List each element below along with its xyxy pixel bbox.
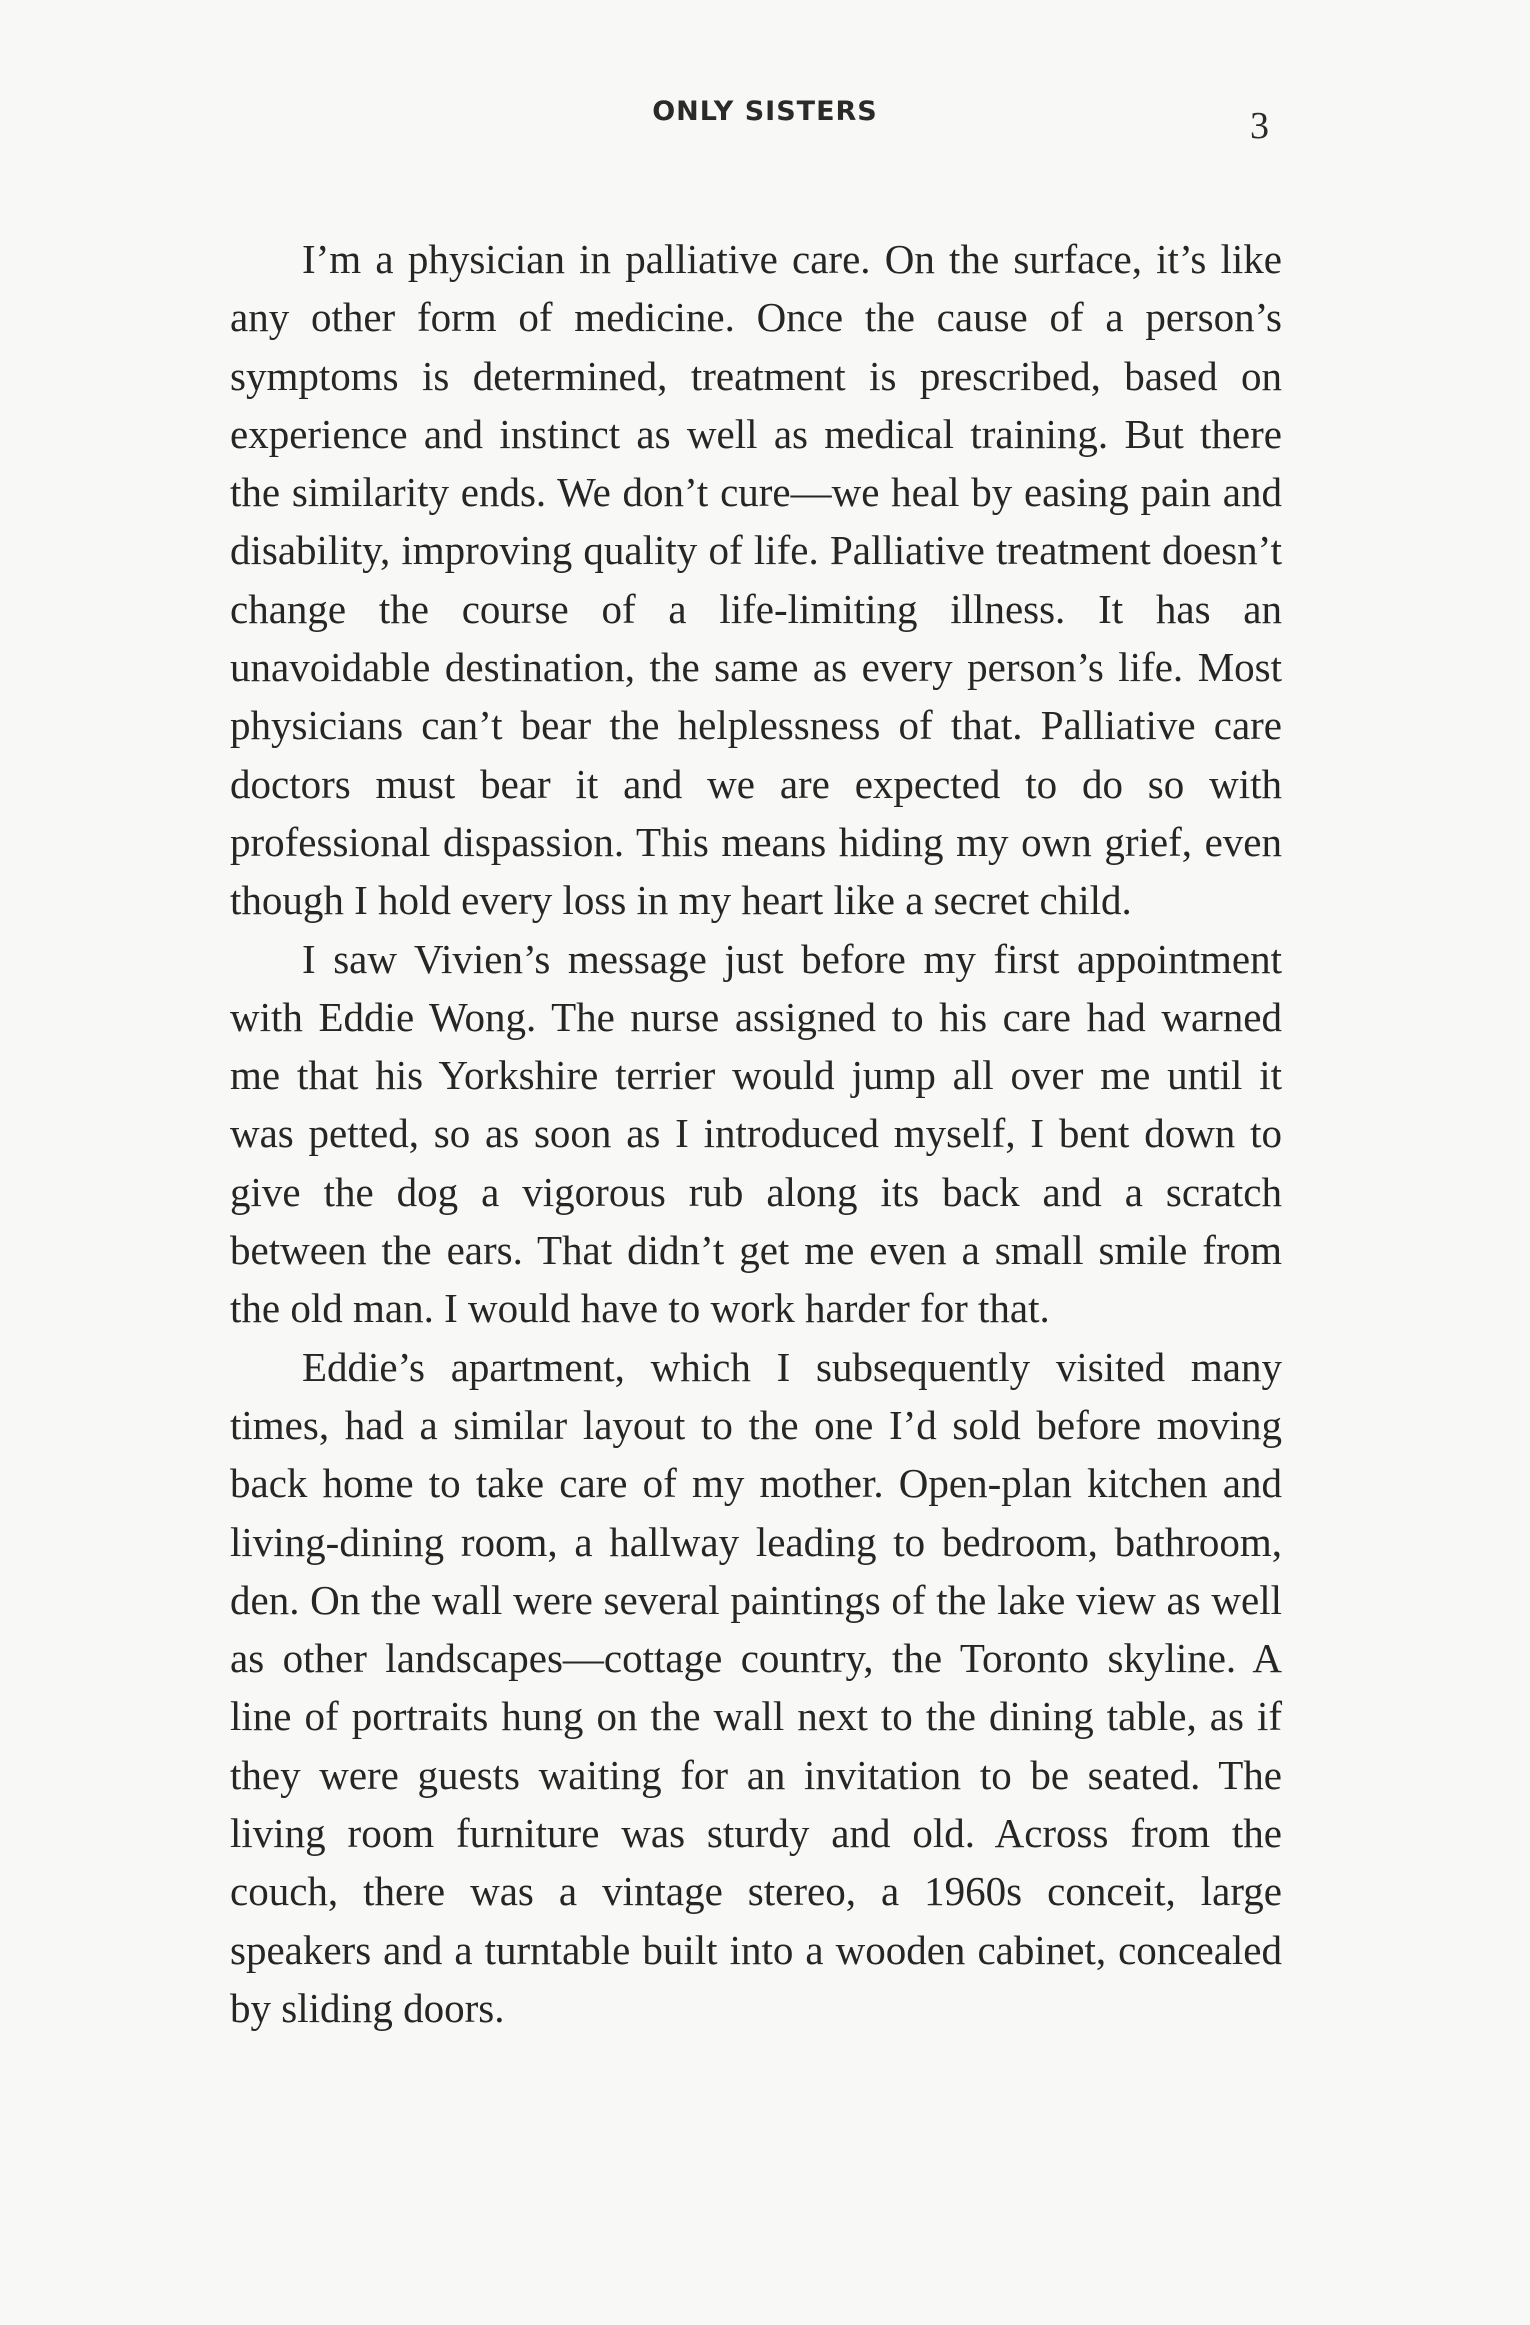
paragraph: I saw Vivien’s message just before my first appointment with Eddie Wong. The nurse assigned to his care had warned me that his Yorkshire terrier would jump all over me until it was petted, so as soon as I introduced myself, I bent down to give the dog a vigorous rub along its back and a scratch between the ears. That didn’t get me even a small smile from the old man. I would have to work harder for that. xyxy=(230,935,1282,1332)
paragraph: Eddie’s apartment, which I subsequently visited many times, had a similar layout to the one I’d sold before moving back home to take care of my mother. Open-plan kitchen and living-dining room, a hallway leading to bedroom, bathroom, den. On the wall were several paintings of the lake view as well as other landscapes—cottage country, the Toronto skyline. A line of portraits hung on the wall next to the dining table, as if they were guests waiting for an invitation to be seated. The living room furniture was sturdy and old. Across from the couch, there was a vintage stereo, a 1960s conceit, large speakers and a turntable built into a wooden cabinet, concealed by sliding doors. xyxy=(230,1343,1282,2031)
running-title: ONLY SISTERS xyxy=(652,96,878,127)
paragraph: I’m a physician in palliative care. On the surface, it’s like any other form of medicine. Once the cause of a person’s symptoms is determined, treatment is prescribed, based on experience and instinct as well as medical training. But there the similarity ends. We don’t cure—we heal by easing pain and disability, improving quality of life. Palliative treatment doesn’t change the course of a life-limiting illness. It has an unavoidable destination, the same as every person’s life. Most physicians can’t bear the helplessness of that. Palliative care doctors must bear it and we are expected to do so with professional dispassion. This means hiding my own grief, even though I hold every loss in my heart like a secret child. xyxy=(230,236,1282,924)
body-text xyxy=(230,230,1282,2037)
page-number: 3 xyxy=(1250,105,1269,147)
